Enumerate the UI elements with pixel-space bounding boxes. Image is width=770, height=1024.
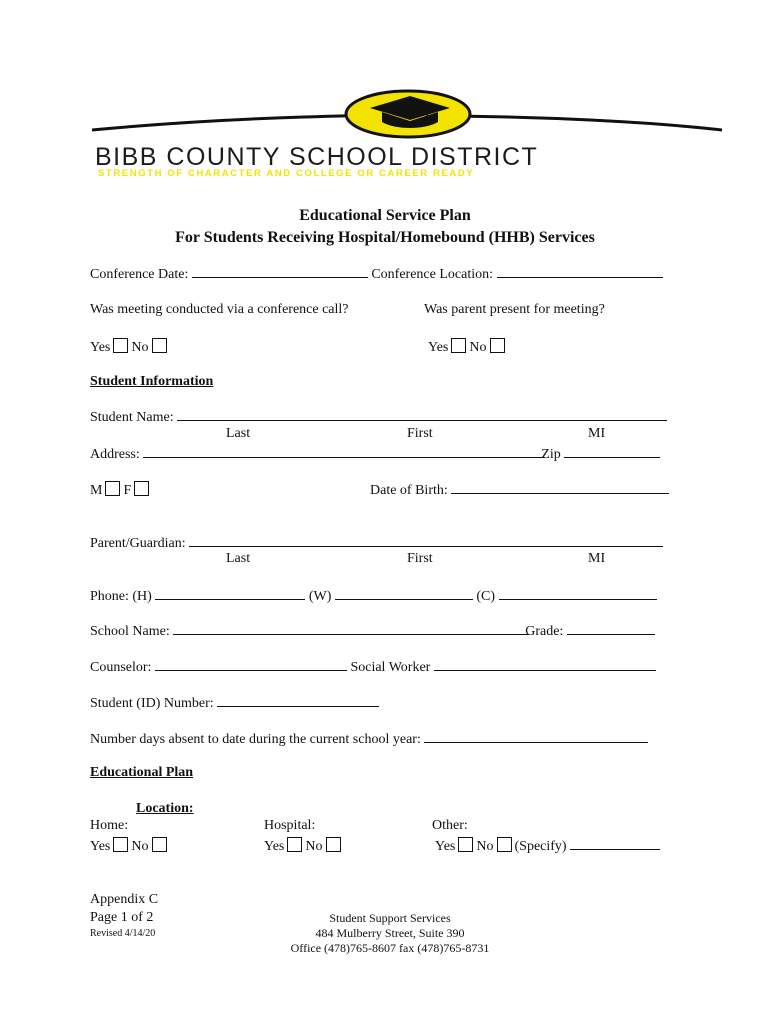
male-checkbox[interactable] xyxy=(105,481,120,496)
absent-label: Number days absent to date during the current school year: xyxy=(90,732,421,747)
no-label: No xyxy=(131,839,149,854)
parent-present-options xyxy=(428,338,508,356)
absent-field[interactable] xyxy=(424,730,648,743)
male-label: M xyxy=(90,483,103,498)
conference-location-field[interactable] xyxy=(497,265,663,278)
conference-call-question: Was meeting conducted via a conference call? xyxy=(90,302,349,317)
female-checkbox[interactable] xyxy=(134,481,149,496)
home-no-checkbox[interactable] xyxy=(152,837,167,852)
phone-work-label: (W) xyxy=(308,589,332,604)
no-label: No xyxy=(305,839,323,854)
yes-label: Yes xyxy=(90,340,111,355)
district-tagline: STRENGTH OF CHARACTER AND COLLEGE OR CAREER READY xyxy=(98,168,475,179)
grade-label: Grade: xyxy=(525,624,564,639)
appendix-label: Appendix C xyxy=(90,892,159,907)
phone-home-label: Phone: (H) xyxy=(90,589,152,604)
revised-date: Revised 4/14/20 xyxy=(90,928,156,939)
no-label: No xyxy=(469,340,487,355)
conference-row xyxy=(90,265,663,283)
student-id-row xyxy=(90,694,379,712)
student-name-field[interactable] xyxy=(177,408,667,421)
conference-location-label: Conference Location: xyxy=(371,267,494,282)
student-id-field[interactable] xyxy=(217,694,379,707)
no-label: No xyxy=(131,340,149,355)
dob-label: Date of Birth: xyxy=(370,483,448,498)
hospital-yes-checkbox[interactable] xyxy=(287,837,302,852)
home-options xyxy=(90,837,170,855)
page-number: Page 1 of 2 xyxy=(90,910,154,925)
counselor-label: Counselor: xyxy=(90,660,152,675)
parent-present-question: Was parent present for meeting? xyxy=(424,302,605,317)
specify-label: (Specify) xyxy=(514,839,567,854)
student-id-label: Student (ID) Number: xyxy=(90,696,214,711)
parent-mi-caption: MI xyxy=(588,551,606,566)
other-options xyxy=(435,837,660,855)
name-last-caption: Last xyxy=(226,426,251,441)
zip-field[interactable] xyxy=(564,445,660,458)
absent-row xyxy=(90,730,648,748)
dob-row xyxy=(370,481,669,499)
hospital-no-checkbox[interactable] xyxy=(326,837,341,852)
form-title: Educational Service Plan xyxy=(299,207,471,224)
other-yes-checkbox[interactable] xyxy=(458,837,473,852)
social-worker-label: Social Worker xyxy=(350,660,431,675)
gender-row xyxy=(90,481,152,499)
home-label: Home: xyxy=(90,818,129,833)
zip-label: Zip xyxy=(541,447,561,462)
other-specify-field[interactable] xyxy=(570,837,660,850)
parent-row xyxy=(90,534,663,552)
address-label: Address: xyxy=(90,447,140,462)
phone-row xyxy=(90,587,657,605)
conference-call-options xyxy=(90,338,170,356)
other-no-checkbox[interactable] xyxy=(497,837,512,852)
other-label: Other: xyxy=(432,818,468,833)
female-label: F xyxy=(123,483,132,498)
parent-first-caption: First xyxy=(407,551,433,566)
office-phone-fax: Office (478)765-8607 fax (478)765-8731 xyxy=(290,941,490,955)
school-name-label: School Name: xyxy=(90,624,170,639)
phone-work-field[interactable] xyxy=(335,587,473,600)
educational-plan-heading: Educational Plan xyxy=(90,765,194,780)
conference-call-no-checkbox[interactable] xyxy=(152,338,167,353)
yes-label: Yes xyxy=(264,839,285,854)
social-worker-field[interactable] xyxy=(434,658,656,671)
grade-field[interactable] xyxy=(567,622,655,635)
school-name-field[interactable] xyxy=(173,622,529,635)
yes-label: Yes xyxy=(90,839,111,854)
counselor-row xyxy=(90,658,656,676)
yes-label: Yes xyxy=(428,340,449,355)
parent-label: Parent/Guardian: xyxy=(90,536,186,551)
hospital-label: Hospital: xyxy=(264,818,316,833)
address-field[interactable] xyxy=(143,445,545,458)
conference-date-field[interactable] xyxy=(192,265,368,278)
parent-last-caption: Last xyxy=(226,551,251,566)
student-name-label: Student Name: xyxy=(90,410,174,425)
office-name: Student Support Services xyxy=(329,911,451,925)
phone-cell-label: (C) xyxy=(476,589,496,604)
home-yes-checkbox[interactable] xyxy=(113,837,128,852)
parent-present-yes-checkbox[interactable] xyxy=(451,338,466,353)
form-subtitle: For Students Receiving Hospital/Homebound (HHB) Services xyxy=(175,229,595,246)
parent-present-no-checkbox[interactable] xyxy=(490,338,505,353)
yes-label: Yes xyxy=(435,839,456,854)
student-name-row xyxy=(90,408,667,426)
counselor-field[interactable] xyxy=(155,658,347,671)
name-mi-caption: MI xyxy=(588,426,606,441)
phone-home-field[interactable] xyxy=(155,587,305,600)
student-info-heading: Student Information xyxy=(90,374,214,389)
dob-field[interactable] xyxy=(451,481,669,494)
district-name: BIBB COUNTY SCHOOL DISTRICT xyxy=(95,143,539,171)
office-address: 484 Mulberry Street, Suite 390 xyxy=(315,926,465,940)
hospital-options xyxy=(264,837,344,855)
location-heading: Location: xyxy=(136,801,194,816)
conference-call-yes-checkbox[interactable] xyxy=(113,338,128,353)
parent-field[interactable] xyxy=(189,534,663,547)
no-label: No xyxy=(476,839,494,854)
address-row xyxy=(90,445,660,463)
school-row xyxy=(90,622,655,640)
conference-date-label: Conference Date: xyxy=(90,267,189,282)
name-first-caption: First xyxy=(407,426,433,441)
phone-cell-field[interactable] xyxy=(499,587,657,600)
